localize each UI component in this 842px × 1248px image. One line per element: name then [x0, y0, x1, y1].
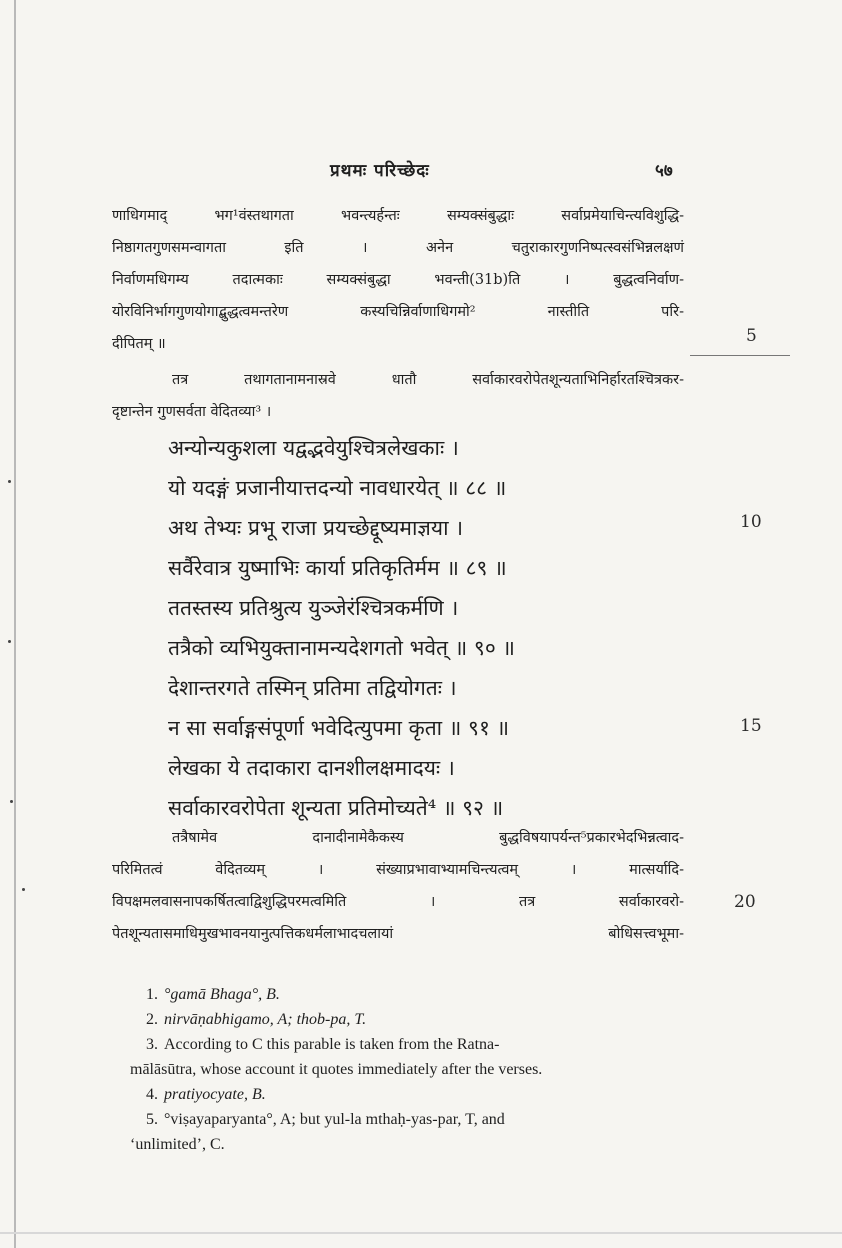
text-line: तत्र तथागतानामनास्रवे धातौ सर्वाकारवरोपेतशून्यताभिनिर्हारतश्चित्रकर-: [172, 372, 684, 388]
paragraph-1: [112, 200, 684, 360]
scan-speck: [22, 888, 25, 891]
paragraph-3: [112, 822, 684, 950]
line-number: 5: [746, 326, 757, 346]
scan-speck: [10, 800, 13, 803]
verse-line: न सा सर्वाङ्गसंपूर्णा भवेदित्युपमा कृता ॥ ९१ ॥: [168, 716, 510, 740]
margin-rule: [690, 355, 790, 356]
footnote: 5. °viṣayaparyanta°, A; but yul-la mthaḥ-yas-par, T, and ‘unlimited’, C.: [130, 1111, 505, 1153]
text-line: निर्वाणमधिगम्य तदात्मकाः सम्यक्संबुद्धा भवन्ती(31b)ति । बुद्धत्वनिर्वाण-: [112, 272, 684, 288]
text-line: तत्रैषामेव दानादीनामेकैकस्य बुद्धविषयापर्यन्त⁵प्रकारभेदभिन्नत्वाद-: [172, 830, 684, 846]
line-number: 10: [740, 512, 762, 532]
text-line: योरविनिर्भागगुणयोगाद्बुद्धत्वमन्तरेण कस्यचिन्निर्वाणाधिगमो² नास्तीति परि-: [112, 304, 684, 320]
page-bottom-edge: [0, 1232, 842, 1234]
paragraph-2: [112, 364, 684, 428]
line-number: 15: [740, 716, 762, 736]
verse-line: ततस्तस्य प्रतिश्रुत्य युञ्जेरंश्चित्रकर्मणि ।: [168, 596, 459, 620]
line-number: 20: [734, 892, 756, 912]
verse-line: लेखका ये तदाकारा दानशीलक्षमादयः ।: [168, 756, 455, 780]
text-line: विपक्षमलवासनापकर्षितत्वाद्विशुद्धिपरमत्वमिति । तत्र सर्वाकारवरो-: [112, 894, 684, 910]
verse-line: देशान्तरगते तस्मिन् प्रतिमा तद्वियोगतः ।: [168, 676, 457, 700]
verse-line: अन्योन्यकुशला यद्वद्भवेयुश्चित्रलेखकाः ।: [168, 436, 459, 460]
text-line: पेतशून्यतासमाधिमुखभावनयानुत्पत्तिकधर्मलाभादचलायां बोधिसत्त्वभूमा-: [112, 926, 684, 942]
verse-line: सर्वैरेवात्र युष्माभिः कार्या प्रतिकृतिर्मम ॥ ८९ ॥: [168, 556, 507, 580]
verse-block: [168, 428, 515, 828]
page-number: ५७: [655, 161, 673, 181]
verse-line: अथ तेभ्यः प्रभू राजा प्रयच्छेद्दूष्यमाज्ञया ।: [168, 516, 464, 540]
footnote: 1. °gamā Bhaga°, B.: [146, 986, 280, 1003]
text-line: दृष्टान्तेन गुणसर्वता वेदितव्या³ ।: [112, 404, 272, 420]
scan-speck: [8, 480, 11, 483]
footnote: 2. nirvāṇabhigamo, A; thob-pa, T.: [146, 1011, 367, 1028]
page-binding-edge: [14, 0, 16, 1248]
text-line: णाधिगमाद् भग¹वंस्तथागता भवन्त्यर्हन्तः सम्यक्संबुद्धाः सर्वाप्रमेयाचिन्त्यविशुद्धि-: [112, 208, 684, 224]
text-line: दीपितम् ॥: [112, 336, 166, 352]
text-line: परिमितत्वं वेदितव्यम् । संख्याप्रभावाभ्यामचिन्त्यत्वम् । मात्सर्यादि-: [112, 862, 684, 878]
verse-line: यो यदङ्गं प्रजानीयात्तदन्यो नावधारयेत् ॥ ८८ ॥: [168, 476, 507, 500]
footnote: 4. pratiyocyate, B.: [146, 1086, 266, 1103]
footnote: 3. According to C this parable is taken from the Ratna- mālāsūtra, whose account it quotes immediately after the verses.: [130, 1036, 543, 1078]
footnotes: [130, 982, 684, 1157]
verse-line: सर्वाकारवरोपेता शून्यता प्रतिमोच्यते⁴ ॥ ९२ ॥: [168, 796, 504, 820]
running-head: प्रथमः परिच्छेदः: [330, 161, 430, 181]
verse-line: तत्रैको व्यभियुक्तानामन्यदेशगतो भवेत् ॥ ९० ॥: [168, 636, 516, 660]
scan-speck: [8, 640, 11, 643]
text-line: निष्ठागतगुणसमन्वागता इति । अनेन चतुराकारगुणनिष्पत्स्वसंभिन्नलक्षणं: [112, 240, 684, 256]
